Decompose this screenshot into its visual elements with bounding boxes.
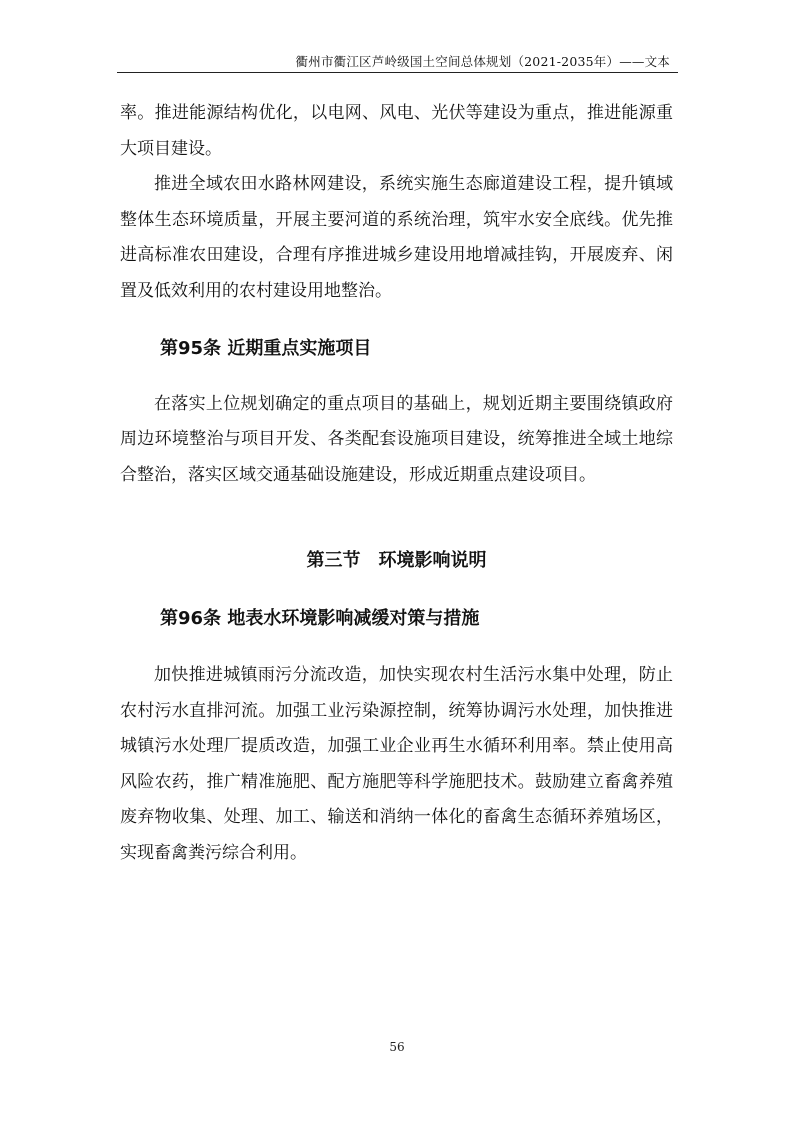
article-95-heading: 第95条 近期重点实施项目 bbox=[160, 338, 372, 359]
section-3-heading: 第三节 环境影响说明 bbox=[306, 550, 487, 571]
running-header-title: 衢州市衢江区芦岭级国土空间总体规划（2021-2035年）——文本 bbox=[295, 54, 670, 69]
document-body bbox=[120, 96, 673, 871]
article-95-paragraph: 在落实上位规划确定的重点项目的基础上，规划近期主要围绕镇政府周边环境整治与项目开发、各类配套设施项目建设，统筹推进全域土地综合整治，落实区域交通基础设施建设，形成近期重点建设项目。 bbox=[120, 393, 673, 485]
article-96-heading: 第96条 地表水环境影响减缓对策与措施 bbox=[160, 607, 480, 629]
header-rule bbox=[117, 72, 678, 73]
farmland-paragraph: 推进全域农田水路林网建设，系统实施生态廊道建设工程，提升镇域整体生态环境质量，开展主要河道的系统治理，筑牢水安全底线。优先推进高标准农田建设，合理有序推进城乡建设用地增减挂钩，开展废弃、闲置及低效利用的农村建设用地整治。 bbox=[120, 174, 673, 301]
continuation-paragraph: 率。推进能源结构优化，以电网、风电、光伏等建设为重点，推进能源重大项目建设。 bbox=[120, 103, 673, 159]
page-number: 56 bbox=[389, 1040, 405, 1054]
article-96-paragraph: 加快推进城镇雨污分流改造，加快实现农村生活污水集中处理，防止农村污水直排河流。加强工业污染源控制，统筹协调污水处理，加快推进城镇污水处理厂提质改造，加强工业企业再生水循环利用率。禁止使用高风险农药，推广精准施肥、配方施肥等科学施肥技术。鼓励建立畜禽养殖废弃物收集、处理、加工、输送和消纳一体化的畜禽生态循环养殖场区，实现畜禽粪污综合利用。 bbox=[120, 665, 673, 863]
